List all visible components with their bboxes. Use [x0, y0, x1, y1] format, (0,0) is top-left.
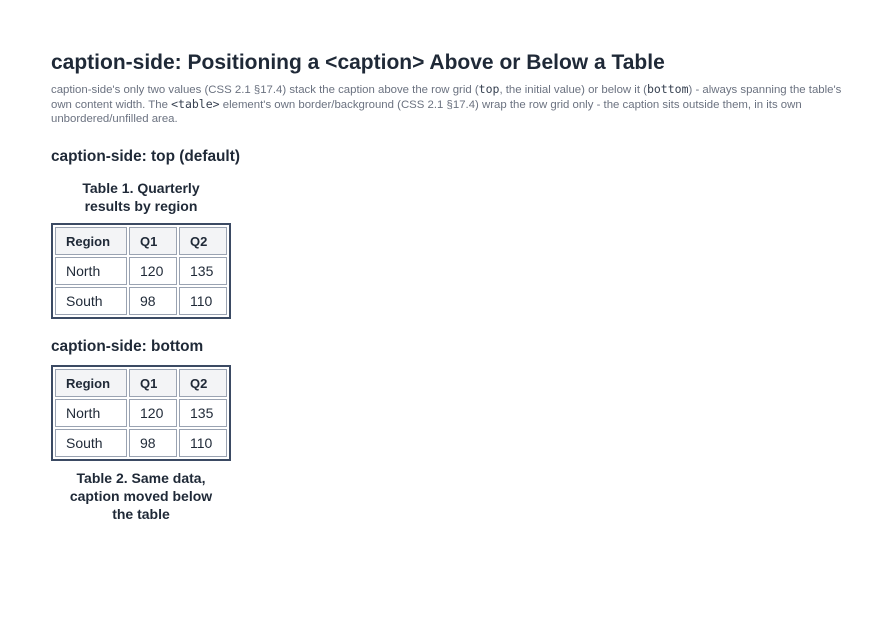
data-table [51, 365, 231, 461]
table-row [55, 429, 227, 457]
table-block-bottom [51, 365, 231, 523]
table-caption: Table 2. Same data, caption moved below the table [69, 470, 213, 522]
table-cell: 135 [179, 399, 227, 427]
code-bottom: bottom [646, 82, 689, 96]
code-top: top [478, 82, 500, 96]
table-block-top [51, 179, 231, 319]
table-cell: 120 [129, 399, 177, 427]
table-cell: North [55, 257, 127, 285]
table-row [55, 399, 227, 427]
description-text-3: ) - always spanning the table's own content width. The [51, 84, 842, 111]
table-header-row [55, 227, 227, 255]
table-row [55, 287, 227, 315]
column-header-q2: Q2 [179, 369, 227, 397]
table-cell: 98 [129, 429, 177, 457]
section-heading-bottom: caption-side: bottom [51, 338, 204, 355]
table-cell: North [55, 399, 127, 427]
description-text-4: element's own border/background (CSS 2.1 §17.4) wrap the row grid only - the caption sits outside them, in its own unbordered/unfilled area. [51, 99, 802, 125]
table-cell: 98 [129, 287, 177, 315]
table-cell: South [55, 287, 127, 315]
column-header-q1: Q1 [129, 227, 177, 255]
table-row [55, 257, 227, 285]
description-text-1: caption-side's only two values (CSS 2.1 §17.4) stack the caption above the row grid ( [51, 84, 479, 96]
section-heading-top: caption-side: top (default) [51, 148, 240, 165]
page [51, 50, 851, 523]
table-caption: Table 1. Quarterly results by region [82, 180, 200, 214]
page-description [51, 82, 851, 126]
column-header-q1: Q1 [129, 369, 177, 397]
column-header-region: Region [55, 227, 127, 255]
code-table: <table> [171, 97, 220, 111]
data-table [51, 223, 231, 319]
table-cell: 110 [179, 429, 227, 457]
description-text-2: , the initial value) or below it ( [499, 84, 647, 96]
table-cell: 135 [179, 257, 227, 285]
column-header-q2: Q2 [179, 227, 227, 255]
page-title: caption-side: Positioning a <caption> Above or Below a Table [51, 51, 665, 74]
table-cell: 110 [179, 287, 227, 315]
table-cell: 120 [129, 257, 177, 285]
table-header-row [55, 369, 227, 397]
table-cell: South [55, 429, 127, 457]
column-header-region: Region [55, 369, 127, 397]
